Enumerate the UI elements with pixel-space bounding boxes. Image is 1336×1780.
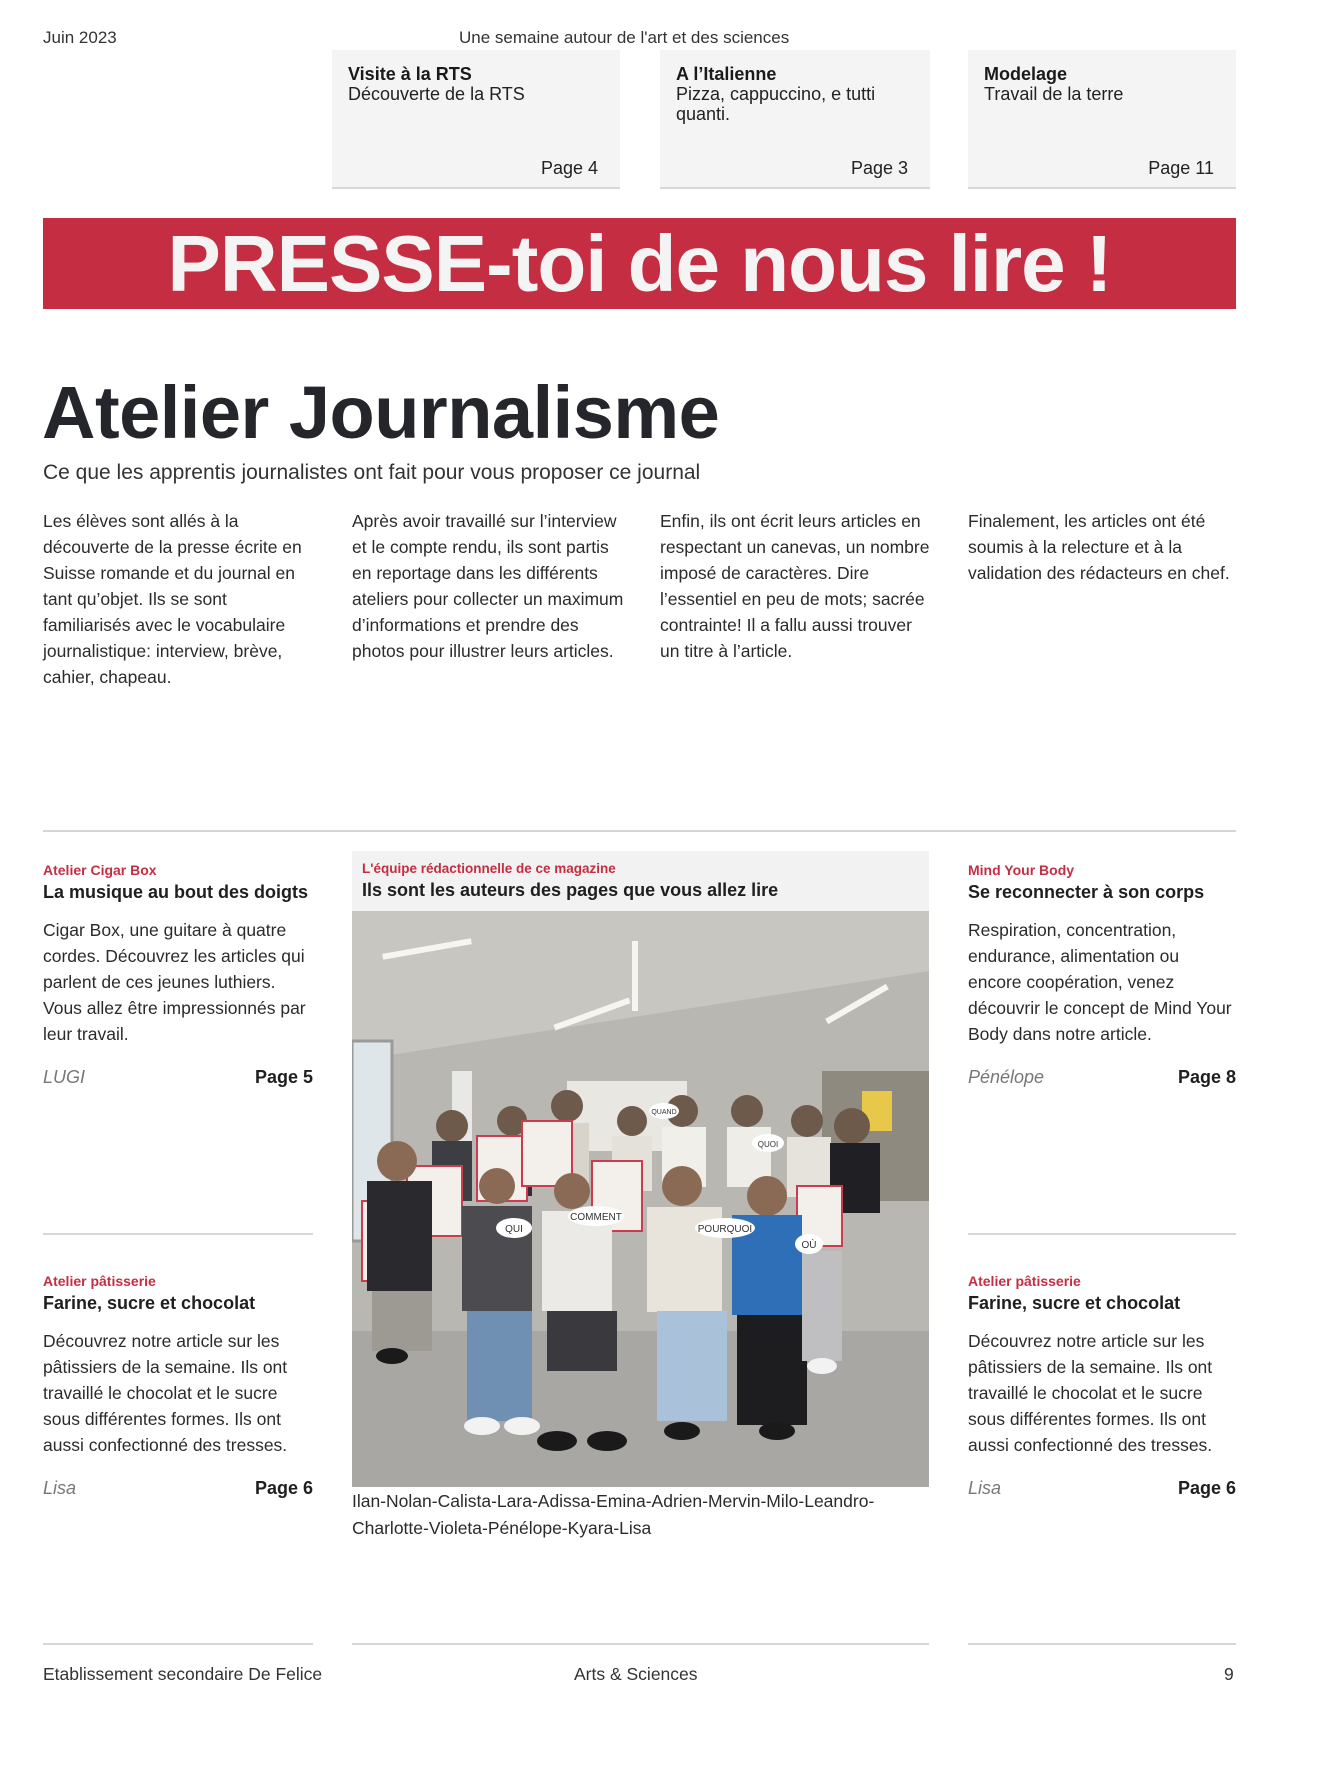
bubble-comment: COMMENT — [570, 1212, 622, 1223]
card-kicker: Atelier Cigar Box — [43, 862, 157, 878]
card-footer — [43, 1067, 313, 1091]
card-kicker: Atelier pâtisserie — [968, 1273, 1081, 1289]
bubble-ou: OÙ — [801, 1240, 817, 1251]
article-column-3: Enfin, ils ont écrit leurs articles en respectant un canevas, un nombre imposé de caractères. Dire l’essentiel en peu de mots; sacrée contrainte! Il a fallu aussi trouver un titre à l’article. — [660, 511, 930, 661]
teaser-subtitle: Découverte de la RTS — [348, 84, 525, 104]
card-divider — [43, 1233, 313, 1235]
card-author: Lisa — [968, 1478, 1002, 1498]
card-cigar-box[interactable] — [43, 862, 313, 1091]
bubble-qui: QUI — [505, 1224, 523, 1235]
card-page[interactable]: Page 5 — [254, 1067, 313, 1087]
footer-divider — [352, 1643, 929, 1645]
teaser-subtitle: Travail de la terre — [984, 84, 1124, 104]
section-divider — [43, 830, 1236, 832]
card-divider — [968, 1233, 1236, 1235]
article-column-2: Après avoir travaillé sur l’interview et le compte rendu, ils sont partis en reportage dans les différents ateliers pour collecter un maximum d’informations et prendre des photos pour illustrer leurs articles. — [352, 511, 624, 661]
teaser-modelage[interactable] — [968, 50, 1236, 189]
card-body: Découvrez notre article sur les pâtissiers de la semaine. Ils ont travaillé le chocolat et le sucre sous différentes formes. Ils ont aussi confectionné des tresses. — [43, 1331, 288, 1455]
card-body: Cigar Box, une guitare à quatre cordes. Découvrez les articles qui parlent de ces jeunes luthiers. Vous allez être impressionnés par leur travail. — [43, 920, 306, 1044]
footer-divider — [968, 1643, 1236, 1645]
teaser-title: Visite à la RTS — [348, 64, 472, 84]
teaser-page: Page 3 — [850, 158, 908, 178]
photo-kicker: L'équipe rédactionnelle de ce magazine — [362, 861, 616, 876]
footer-school: Etablissement secondaire De Felice — [43, 1664, 323, 1684]
teaser-title: Modelage — [984, 64, 1068, 84]
card-headline: Farine, sucre et chocolat — [43, 1293, 256, 1313]
card-page[interactable]: Page 6 — [1177, 1478, 1236, 1498]
footer-page-number: 9 — [1224, 1664, 1234, 1684]
card-author: Pénélope — [968, 1067, 1045, 1087]
card-patisserie-right[interactable] — [968, 1273, 1236, 1502]
bubble-quand: QUAND — [651, 1109, 677, 1116]
card-footer — [968, 1478, 1236, 1502]
card-author: Lisa — [43, 1478, 77, 1498]
card-page[interactable]: Page 6 — [254, 1478, 313, 1498]
teaser-page: Page 4 — [540, 158, 598, 178]
teaser-page: Page 11 — [1148, 158, 1214, 178]
card-footer — [43, 1478, 313, 1502]
issue-title: Une semaine autour de l'art et des sciences — [459, 28, 790, 47]
card-body: Respiration, concentration, endurance, alimentation ou encore coopération, venez découvrir le concept de Mind Your Body dans notre article. — [968, 920, 1232, 1044]
card-kicker: Atelier pâtisserie — [43, 1273, 156, 1289]
card-page[interactable]: Page 8 — [1177, 1067, 1236, 1087]
banner-headline: PRESSE-toi de nous lire ! — [43, 218, 1236, 309]
card-headline: La musique au bout des doigts — [43, 882, 309, 902]
footer-section: Arts & Sciences — [574, 1664, 698, 1684]
issue-date: Juin 2023 — [43, 28, 117, 47]
card-mind-your-body[interactable] — [968, 862, 1236, 1091]
footer-divider — [43, 1643, 313, 1645]
bubble-quoi: QUOI — [757, 1140, 779, 1149]
photo-header — [352, 851, 929, 911]
card-kicker: Mind Your Body — [968, 862, 1075, 878]
team-photo — [352, 911, 929, 1487]
teaser-title: A l’Italienne — [676, 64, 777, 84]
card-headline: Farine, sucre et chocolat — [968, 1293, 1181, 1313]
bubble-pourquoi: POURQUOI — [697, 1224, 753, 1235]
teaser-rts[interactable] — [332, 50, 620, 189]
teaser-italienne[interactable] — [660, 50, 930, 189]
card-author: LUGI — [43, 1067, 86, 1087]
article-column-4: Finalement, les articles ont été soumis à la relecture et à la validation des rédacteurs en chef. — [968, 511, 1230, 583]
page-title: Atelier Journalisme — [42, 371, 720, 454]
page-subtitle: Ce que les apprentis journalistes ont fait pour vous proposer ce journal — [43, 461, 701, 484]
card-body: Découvrez notre article sur les pâtissiers de la semaine. Ils ont travaillé le chocolat et le sucre sous différentes formes. Ils ont aussi confectionné des tresses. — [968, 1331, 1213, 1455]
article-column-1: Les élèves sont allés à la découverte de la presse écrite en Suisse romande et du journal en tant qu’objet. Ils se sont familiarisés avec le vocabulaire journalistique: interview, brève, cahier, chapeau. — [43, 511, 302, 687]
photo-caption: Ilan-Nolan-Calista-Lara-Adissa-Emina-Adrien-Mervin-Milo-Leandro-Charlotte-Violeta-Pénélope-Kyara-Lisa — [352, 1491, 875, 1538]
photo-headline: Ils sont les auteurs des pages que vous allez lire — [362, 880, 779, 900]
card-patisserie-left[interactable] — [43, 1273, 313, 1502]
card-headline: Se reconnecter à son corps — [968, 882, 1205, 902]
teaser-subtitle: Pizza, cappuccino, e tutti quanti. — [676, 84, 876, 124]
card-footer — [968, 1067, 1236, 1091]
